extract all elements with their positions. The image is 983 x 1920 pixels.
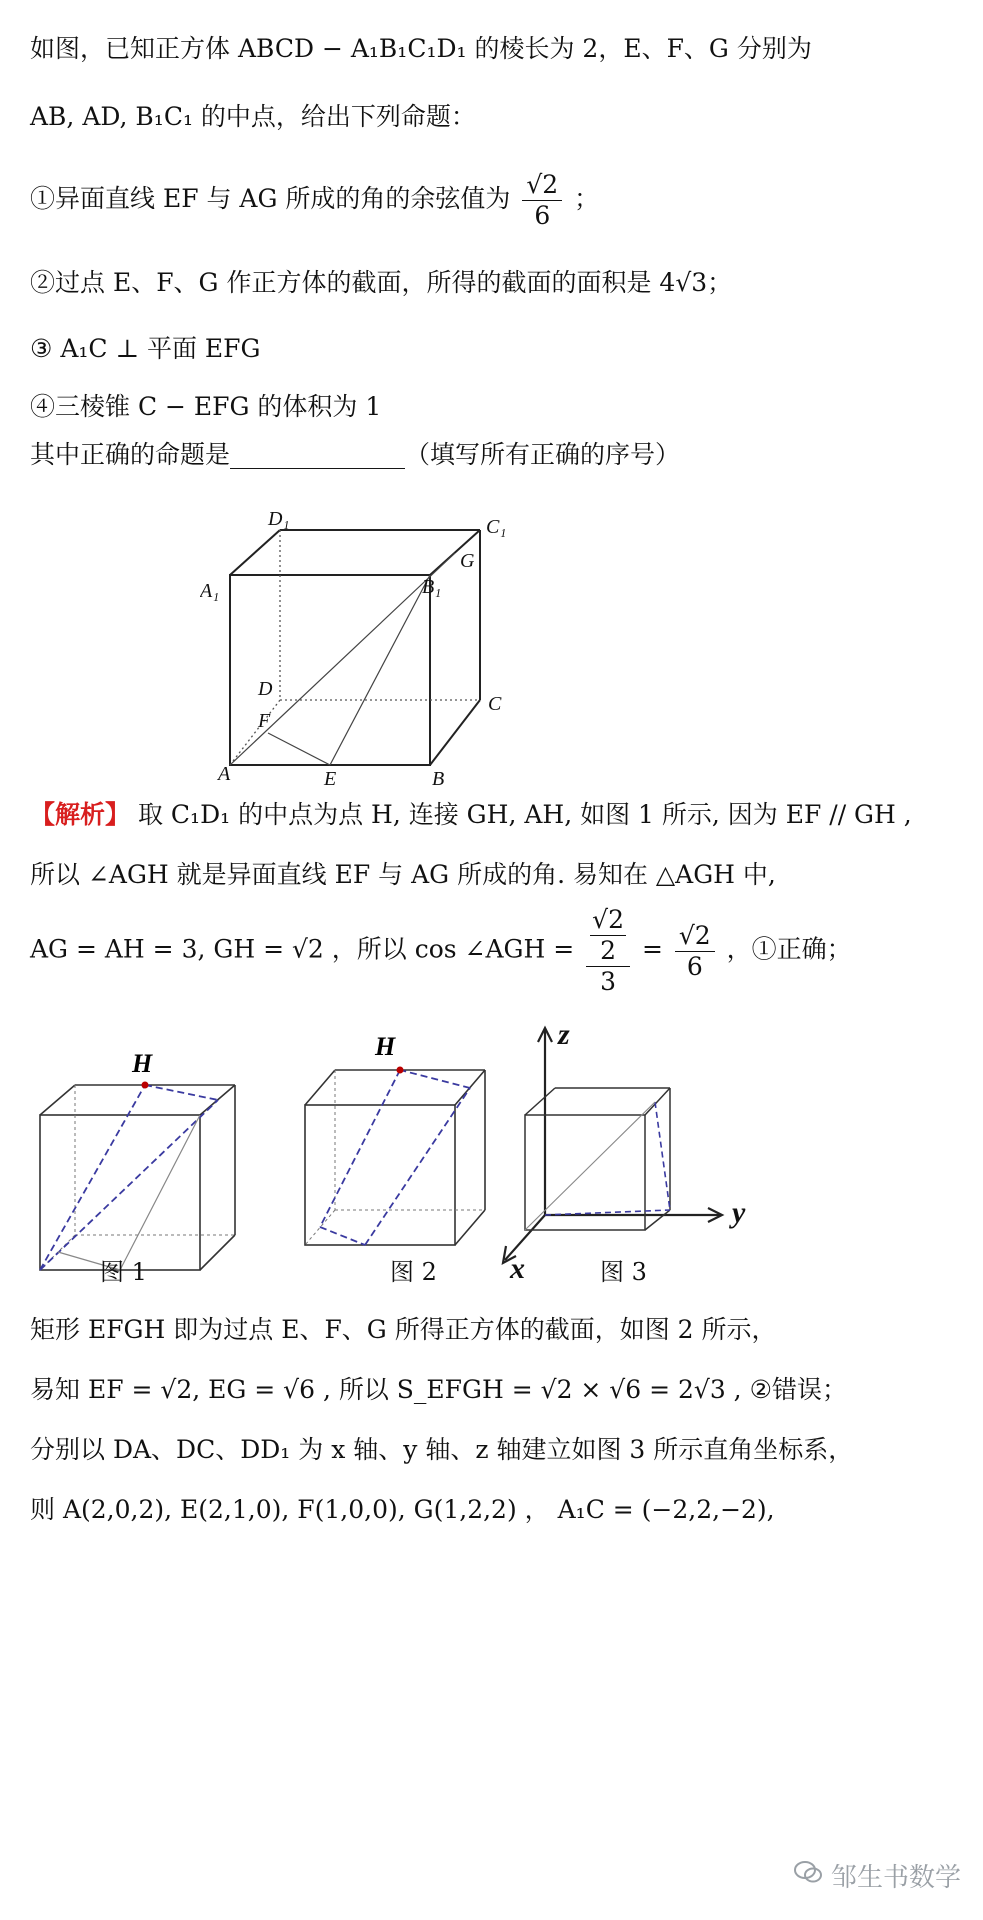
label-B1: B₁ (422, 576, 442, 598)
s3-result-num: √2 (675, 921, 715, 952)
label-E: E (324, 768, 337, 785)
label-B: B (432, 768, 445, 785)
watermark-text: 邹生书数学 (830, 1863, 961, 1893)
solution-s1: 取 C₁D₁ 的中点为点 H, 连接 GH, AH, 如图 1 所示, 因为 EF // GH , (137, 800, 912, 829)
figure-3 (500, 1020, 770, 1280)
label-A1: A₁ (200, 580, 220, 602)
p1-denominator: 6 (534, 201, 551, 230)
watermark (793, 1857, 961, 1894)
fig1-label-H: H (132, 1049, 153, 1078)
main-cube-figure (200, 505, 520, 785)
proposition-4: ④三棱锥 C − EFG 的体积为 1 (30, 392, 382, 421)
s3-inner-num: √2 (592, 905, 625, 934)
figure-1 (20, 1040, 290, 1280)
label-A: A (218, 763, 231, 785)
s3-complex-numerator (586, 905, 630, 967)
solution-line-6: 分别以 DA、DC、DD₁ 为 x 轴、y 轴、z 轴建立如图 3 所示直角坐标系， (30, 1435, 854, 1464)
figure-2-caption: 图 2 (390, 1258, 437, 1286)
s3-suffix: ，①正确； (726, 934, 852, 964)
s3-equals: = (641, 934, 663, 964)
s3-result-den: 6 (686, 951, 703, 981)
solution-tag: 【解析】 (30, 800, 131, 829)
label-D: D (258, 678, 273, 700)
s3-prefix: AG = AH = 3, GH = √2 ，所以 (30, 934, 407, 964)
solution-line-4: 矩形 EFGH 即为过点 E、F、G 所得正方体的截面，如图 2 所示， (30, 1315, 777, 1344)
question-prompt: 其中正确的命题是______________（填写所有正确的序号） (30, 440, 681, 469)
p1-fraction (522, 170, 562, 231)
figure-3-caption: 图 3 (600, 1258, 647, 1286)
proposition-3: ③ A₁C ⊥ 平面 EFG (30, 334, 261, 363)
proposition-1 (30, 170, 599, 231)
s3-result-fraction (675, 921, 715, 982)
solution-line-1 (30, 800, 912, 830)
label-G: G (460, 550, 475, 572)
p1-numerator: √2 (522, 170, 562, 201)
p1-suffix: ； (574, 184, 600, 213)
p1-prefix: ①异面直线 EF 与 AG 所成的角的余弦值为 (30, 184, 511, 213)
label-C: C (488, 693, 502, 715)
figure-2 (290, 1030, 510, 1260)
s3-inner-den: 2 (600, 936, 617, 965)
label-D1: D₁ (268, 508, 290, 530)
solution-line-7: 则 A(2,0,2), E(2,1,0), F(1,0,0), G(1,2,2) ， A₁C = (−2,2,−2), (30, 1495, 775, 1524)
fig2-label-H: H (375, 1032, 396, 1061)
wechat-icon (793, 1859, 823, 1892)
s3-cos: cos ∠AGH = (414, 934, 575, 964)
proposition-2: ②过点 E、F、G 作正方体的截面，所得的截面的面积是 4√3； (30, 268, 733, 297)
label-C1: C₁ (486, 516, 507, 538)
solution-line-5: 易知 EF = √2, EG = √6 , 所以 S_EFGH = √2 × √6 = 2√3 , ②错误； (30, 1375, 847, 1404)
s3-complex-fraction (586, 905, 630, 997)
axis-label-x: x (510, 1252, 525, 1280)
problem-line-2: AB, AD, B₁C₁ 的中点，给出下列命题： (30, 102, 476, 131)
solution-line-3 (30, 905, 852, 997)
label-F: F (258, 710, 271, 732)
s3-outer-den: 3 (600, 967, 617, 996)
axis-label-y: y (732, 1196, 746, 1229)
figure-1-caption: 图 1 (100, 1258, 147, 1286)
problem-line-1: 如图，已知正方体 ABCD − A₁B₁C₁D₁ 的棱长为 2，E、F、G 分别为 (30, 34, 812, 63)
solution-line-2: 所以 ∠AGH 就是异面直线 EF 与 AG 所成的角. 易知在 △AGH 中, (30, 860, 776, 889)
axis-label-z: z (558, 1020, 570, 1051)
